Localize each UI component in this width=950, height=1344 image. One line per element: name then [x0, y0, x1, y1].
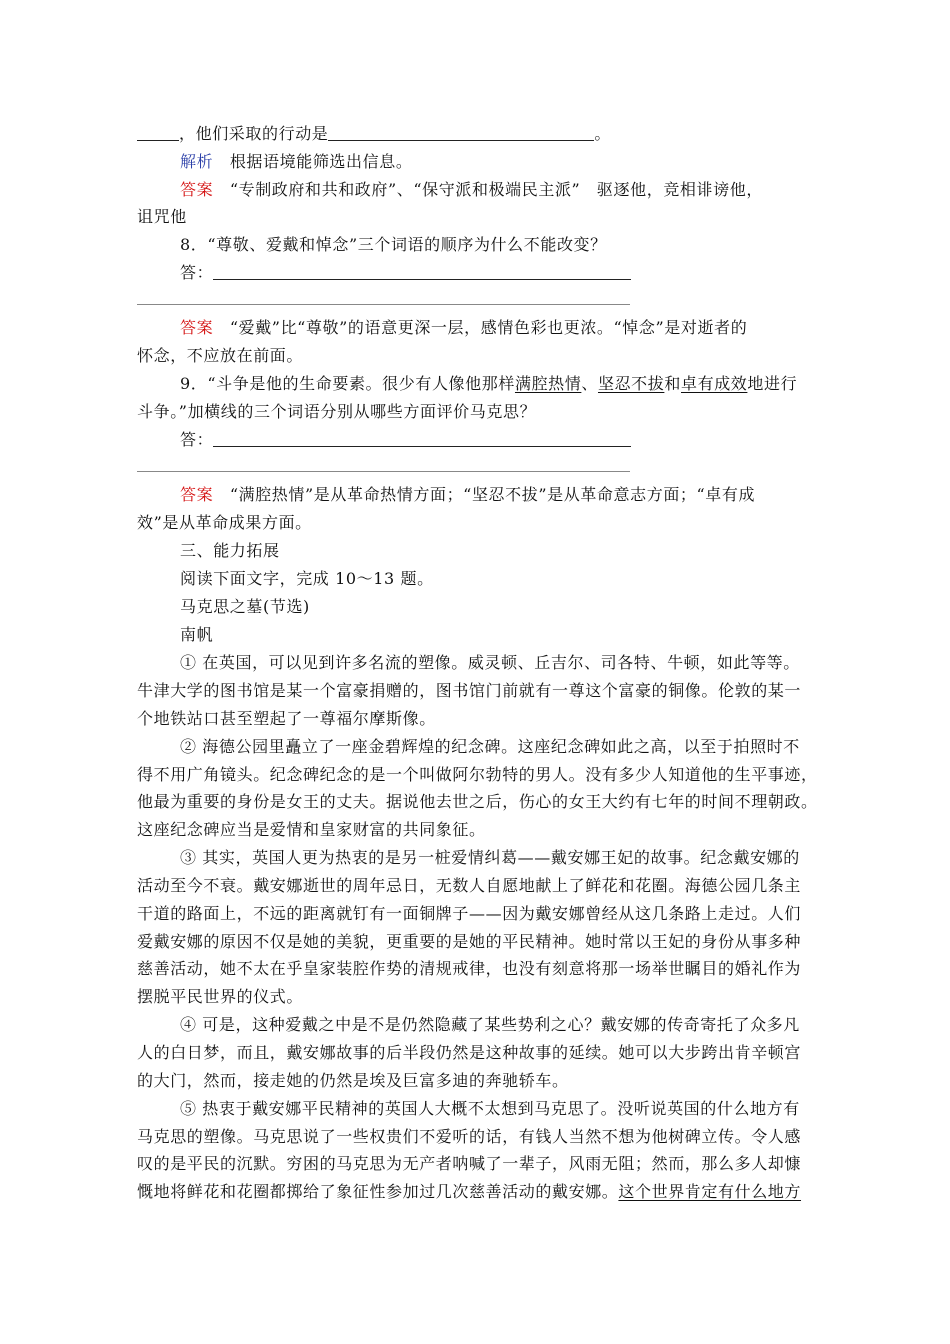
answer-9-line-2: 效”是从革命成果方面。: [137, 513, 312, 532]
answer-blank[interactable]: [328, 125, 594, 141]
paragraph-5-line: 叹的是平民的沉默。穷困的马克思为无产者呐喊了一辈子，风雨无阻；然而，那么多人却慷: [137, 1154, 802, 1173]
question-9-line-1: 9．“斗争是他的生命要素。很少有人像他那样满腔热情、坚忍不拔和卓有成效地进行: [180, 374, 798, 393]
paragraph-3-line: ③ 其实，英国人更为热衷的是另一桩爱情纠葛——戴安娜王妃的故事。纪念戴安娜的: [180, 848, 800, 867]
paragraph-3-line: 慈善活动，她不太在乎皇家装腔作势的清规戒律，也没有刻意将那一场举世瞩目的婚礼作为: [137, 959, 802, 978]
paragraph-2-line: 得不用广角镜头。纪念碑纪念的是一个叫做阿尔勃特的男人。没有多少人知道他的生平事迹，: [137, 765, 818, 784]
paragraph-5-line: 马克思的塑像。马克思说了一些权贵们不爱听的话，有钱人当然不想为他树碑立传。令人感: [137, 1127, 802, 1146]
section-heading: 三、能力拓展: [180, 541, 280, 560]
answer-9-line-1: 答案 “满腔热情”是从革命热情方面；“坚忍不拔”是从革命意志方面；“卓有成: [180, 485, 756, 504]
fill-in-line-7: ，他们采取的行动是 。: [137, 124, 817, 144]
paragraph-5-line: 慨地将鲜花和花圈都掷给了象征性参加过几次慈善活动的戴安娜。这个世界肯定有什么地方: [137, 1182, 802, 1201]
answer-tag: 答案: [180, 180, 214, 199]
paragraph-1-line: ① 在英国，可以见到许多名流的塑像。威灵顿、丘吉尔、司各特、牛顿，如此等等。: [180, 653, 800, 672]
paragraph-5-line: ⑤ 热衷于戴安娜平民精神的英国人大概不太想到马克思了。没听说英国的什么地方有: [180, 1099, 800, 1118]
analysis-tag: 解析: [180, 152, 214, 171]
answer-8-line-2: 怀念，不应放在前面。: [137, 346, 304, 365]
paragraph-4-line: 的大门，然而，接走她的仍然是埃及巨富多迪的奔驰轿车。: [137, 1071, 569, 1090]
answer-blank[interactable]: [137, 125, 179, 141]
paragraph-1-line: 牛津大学的图书馆是某一个富豪捐赠的，图书馆门前就有一尊这个富豪的铜像。伦敦的某一: [137, 681, 802, 700]
paragraph-4-line: ④ 可是，这种爱戴之中是不是仍然隐藏了某些势利之心？戴安娜的传奇寄托了众多凡: [180, 1015, 800, 1034]
passage-author: 南帆: [180, 625, 214, 644]
reading-instruction: 阅读下面文字，完成 10～13 题。: [180, 569, 434, 588]
underlined-sentence: 这个世界肯定有什么地方: [618, 1182, 802, 1201]
question-8-answer-line: 答：: [180, 263, 816, 283]
paragraph-3-line: 爱戴安娜的原因不仅是她的美貌，更重要的是她的平民精神。她时常以王妃的身份从事多种: [137, 932, 802, 951]
answer-8-line-1: 答案 “爱戴”比“尊敬”的语意更深一层，感情色彩也更浓。“悼念”是对逝者的: [180, 318, 748, 337]
answer-7-line-1: 答案 “专制政府和共和政府”、“保守派和极端民主派” 驱逐他，竞相诽谤他，: [180, 180, 763, 199]
paragraph-2-line: 他最为重要的身份是女王的丈夫。据说他去世之后，伤心的女王大约有七年的时间不理朝政。: [137, 792, 818, 811]
answer-7-line-2: 诅咒他: [137, 207, 187, 226]
paragraph-3-line: 活动至今不衰。戴安娜逝世的周年忌日，无数人自愿地献上了鲜花和花圈。海德公园几条主: [137, 876, 802, 895]
paragraph-2-line: ② 海德公园里矗立了一座金碧辉煌的纪念碑。这座纪念碑如此之高，以至于拍照时不: [180, 737, 800, 756]
underlined-term: 卓有成效: [681, 374, 748, 393]
paragraph-1-line: 个地铁站口甚至塑起了一尊福尔摩斯像。: [137, 709, 436, 728]
analysis-line: 解析 根据语境能筛选出信息。: [180, 152, 413, 171]
answer-blank[interactable]: [213, 431, 631, 447]
question-9-line-2: 斗争。”加横线的三个词语分别从哪些方面评价马克思？: [137, 402, 537, 421]
answer-tag: 答案: [180, 485, 214, 504]
answer-blank[interactable]: [213, 264, 631, 280]
answer-tag: 答案: [180, 318, 214, 337]
paragraph-4-line: 人的白日梦，而且，戴安娜故事的后半段仍然是这种故事的延续。她可以大步跨出肯辛顿宫: [137, 1043, 802, 1062]
paragraph-3-line: 摆脱平民世界的仪式。: [137, 987, 304, 1006]
answer-rule: [137, 304, 630, 305]
paragraph-2-line: 这座纪念碑应当是爱情和皇家财富的共同象征。: [137, 820, 486, 839]
question-8: 8．“尊敬、爱戴和悼念”三个词语的顺序为什么不能改变？: [180, 235, 607, 254]
underlined-term: 坚忍不拔: [597, 374, 665, 393]
passage-title: 马克思之墓(节选): [180, 597, 310, 616]
underlined-term: 满腔热情: [514, 374, 582, 393]
question-9-answer-line: 答：: [180, 430, 816, 450]
answer-rule: [137, 471, 630, 472]
paragraph-3-line: 干道的路面上，不远的距离就钉有一面铜牌子——因为戴安娜曾经从这几条路上走过。人们: [137, 904, 802, 923]
